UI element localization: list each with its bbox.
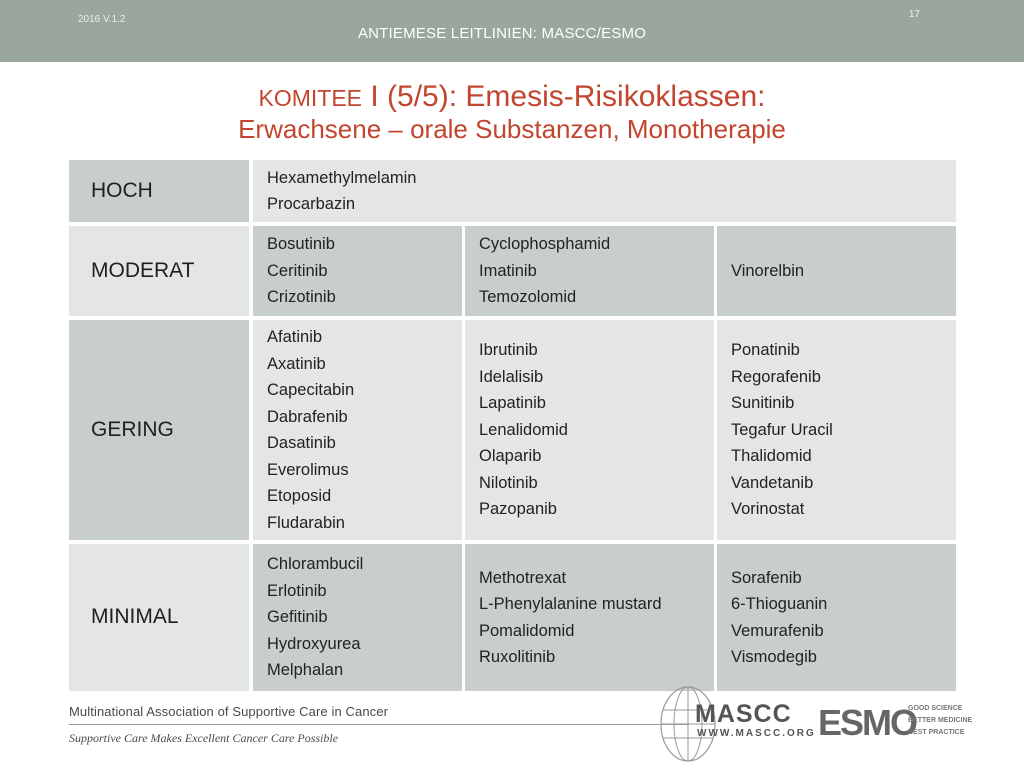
drug-name: Vandetanib (731, 473, 814, 492)
footer-organization: Multinational Association of Supportive Care in Cancer (69, 704, 389, 719)
drug-name: Dasatinib (267, 434, 336, 452)
table-cell-minimal-1 (253, 544, 462, 691)
drug-name: Axatinib (267, 354, 326, 373)
drug-name: Procarbazin (267, 195, 356, 213)
drug-name: Hexamethylmelamin (267, 168, 417, 187)
drug-name: Olaparib (479, 447, 542, 466)
drug-name: Pazopanib (479, 500, 557, 519)
drug-name: Chlorambucil (267, 555, 364, 574)
drug-name: Melphalan (267, 661, 344, 680)
drug-name: Everolimus (267, 460, 349, 479)
drug-name: Vorinostat (731, 500, 805, 519)
drug-name: Afatinib (267, 328, 323, 346)
slide-title-line1: I (5/5): Emesis-Risikoklassen: (362, 80, 766, 113)
drug-name: Etoposid (267, 487, 332, 505)
drug-name: Imatinib (479, 261, 537, 280)
drug-name: Temozolomid (479, 288, 577, 307)
table-cell-moderat-1 (253, 226, 462, 316)
esmo-tagline: GOOD SCIENCE BETTER MEDICINE BEST PRACTICE (908, 705, 973, 736)
drug-name: Dabrafenib (267, 407, 348, 426)
drug-name: Cyclophosphamid (479, 235, 611, 254)
row-label-minimal: MINIMAL (69, 544, 249, 691)
table-cell-moderat-3 (717, 226, 956, 316)
drug-name: Capecitabin (267, 381, 355, 399)
header-bar (0, 0, 1024, 62)
drug-name: Sorafenib (731, 568, 802, 587)
drug-name: Ponatinib (731, 341, 800, 360)
drug-name: Ceritinib (267, 261, 328, 280)
drug-name: 6-Thioguanin (731, 595, 828, 613)
drug-name: Pomalidomid (479, 621, 575, 640)
table-cell-gering-3 (717, 320, 956, 540)
esmo-logo: ESMO (818, 702, 917, 743)
drug-name: Erlotinib (267, 581, 327, 600)
page-number: 17 (908, 9, 920, 20)
row-label-gering: GERING (69, 320, 249, 540)
table-cell-moderat-2 (465, 226, 714, 316)
drug-name: Idelalisib (479, 367, 544, 386)
drug-name: Ibrutinib (479, 341, 538, 360)
slide-title (0, 80, 1024, 144)
table-cell-gering-2 (465, 320, 714, 540)
drug-name: Lapatinib (479, 394, 546, 413)
drug-name: Sunitinib (731, 394, 795, 413)
drug-name: Vemurafenib (731, 621, 824, 640)
row-label-hoch: HOCH (69, 160, 249, 222)
drug-name: Nilotinib (479, 473, 538, 492)
table-cell-minimal-3 (717, 544, 956, 691)
drug-name: Vismodegib (731, 648, 817, 666)
drug-name: Ruxolitinib (479, 648, 556, 666)
drug-name: Regorafenib (731, 367, 821, 386)
footer-slogan: Supportive Care Makes Excellent Cancer Care Possible (69, 731, 339, 745)
drug-name: Lenalidomid (479, 420, 568, 439)
drug-name: Tegafur Uracil (731, 420, 833, 439)
footer-divider (69, 724, 689, 725)
drug-name: Crizotinib (267, 288, 336, 307)
slide-title-caps: KOMITEE (258, 85, 363, 111)
drug-name: Gefitinib (267, 608, 328, 627)
drug-name: Vinorelbin (731, 261, 805, 280)
header-title: ANTIEMESE LEITLINIEN: MASCC/ESMO (357, 25, 647, 42)
table-cell-minimal-2 (465, 544, 714, 691)
slide-subtitle: Erwachsene – orale Substanzen, Monotherapie (238, 113, 786, 144)
table-cell-hoch-1 (253, 160, 956, 222)
drug-name: Hydroxyurea (267, 634, 361, 653)
drug-name: Fludarabin (267, 513, 345, 532)
row-label-moderat: MODERAT (69, 226, 249, 316)
drug-name: Thalidomid (731, 447, 812, 466)
drug-name: L-Phenylalanine mustard (479, 595, 662, 613)
mascc-url: WWW.MASCC.ORG (697, 728, 816, 739)
drug-name: Methotrexat (479, 568, 567, 587)
drug-name: Bosutinib (267, 235, 335, 254)
table-cell-gering-1 (253, 320, 462, 540)
version-label: 2016 V.1.2 (78, 14, 126, 25)
mascc-logo: MASCC (695, 700, 792, 728)
